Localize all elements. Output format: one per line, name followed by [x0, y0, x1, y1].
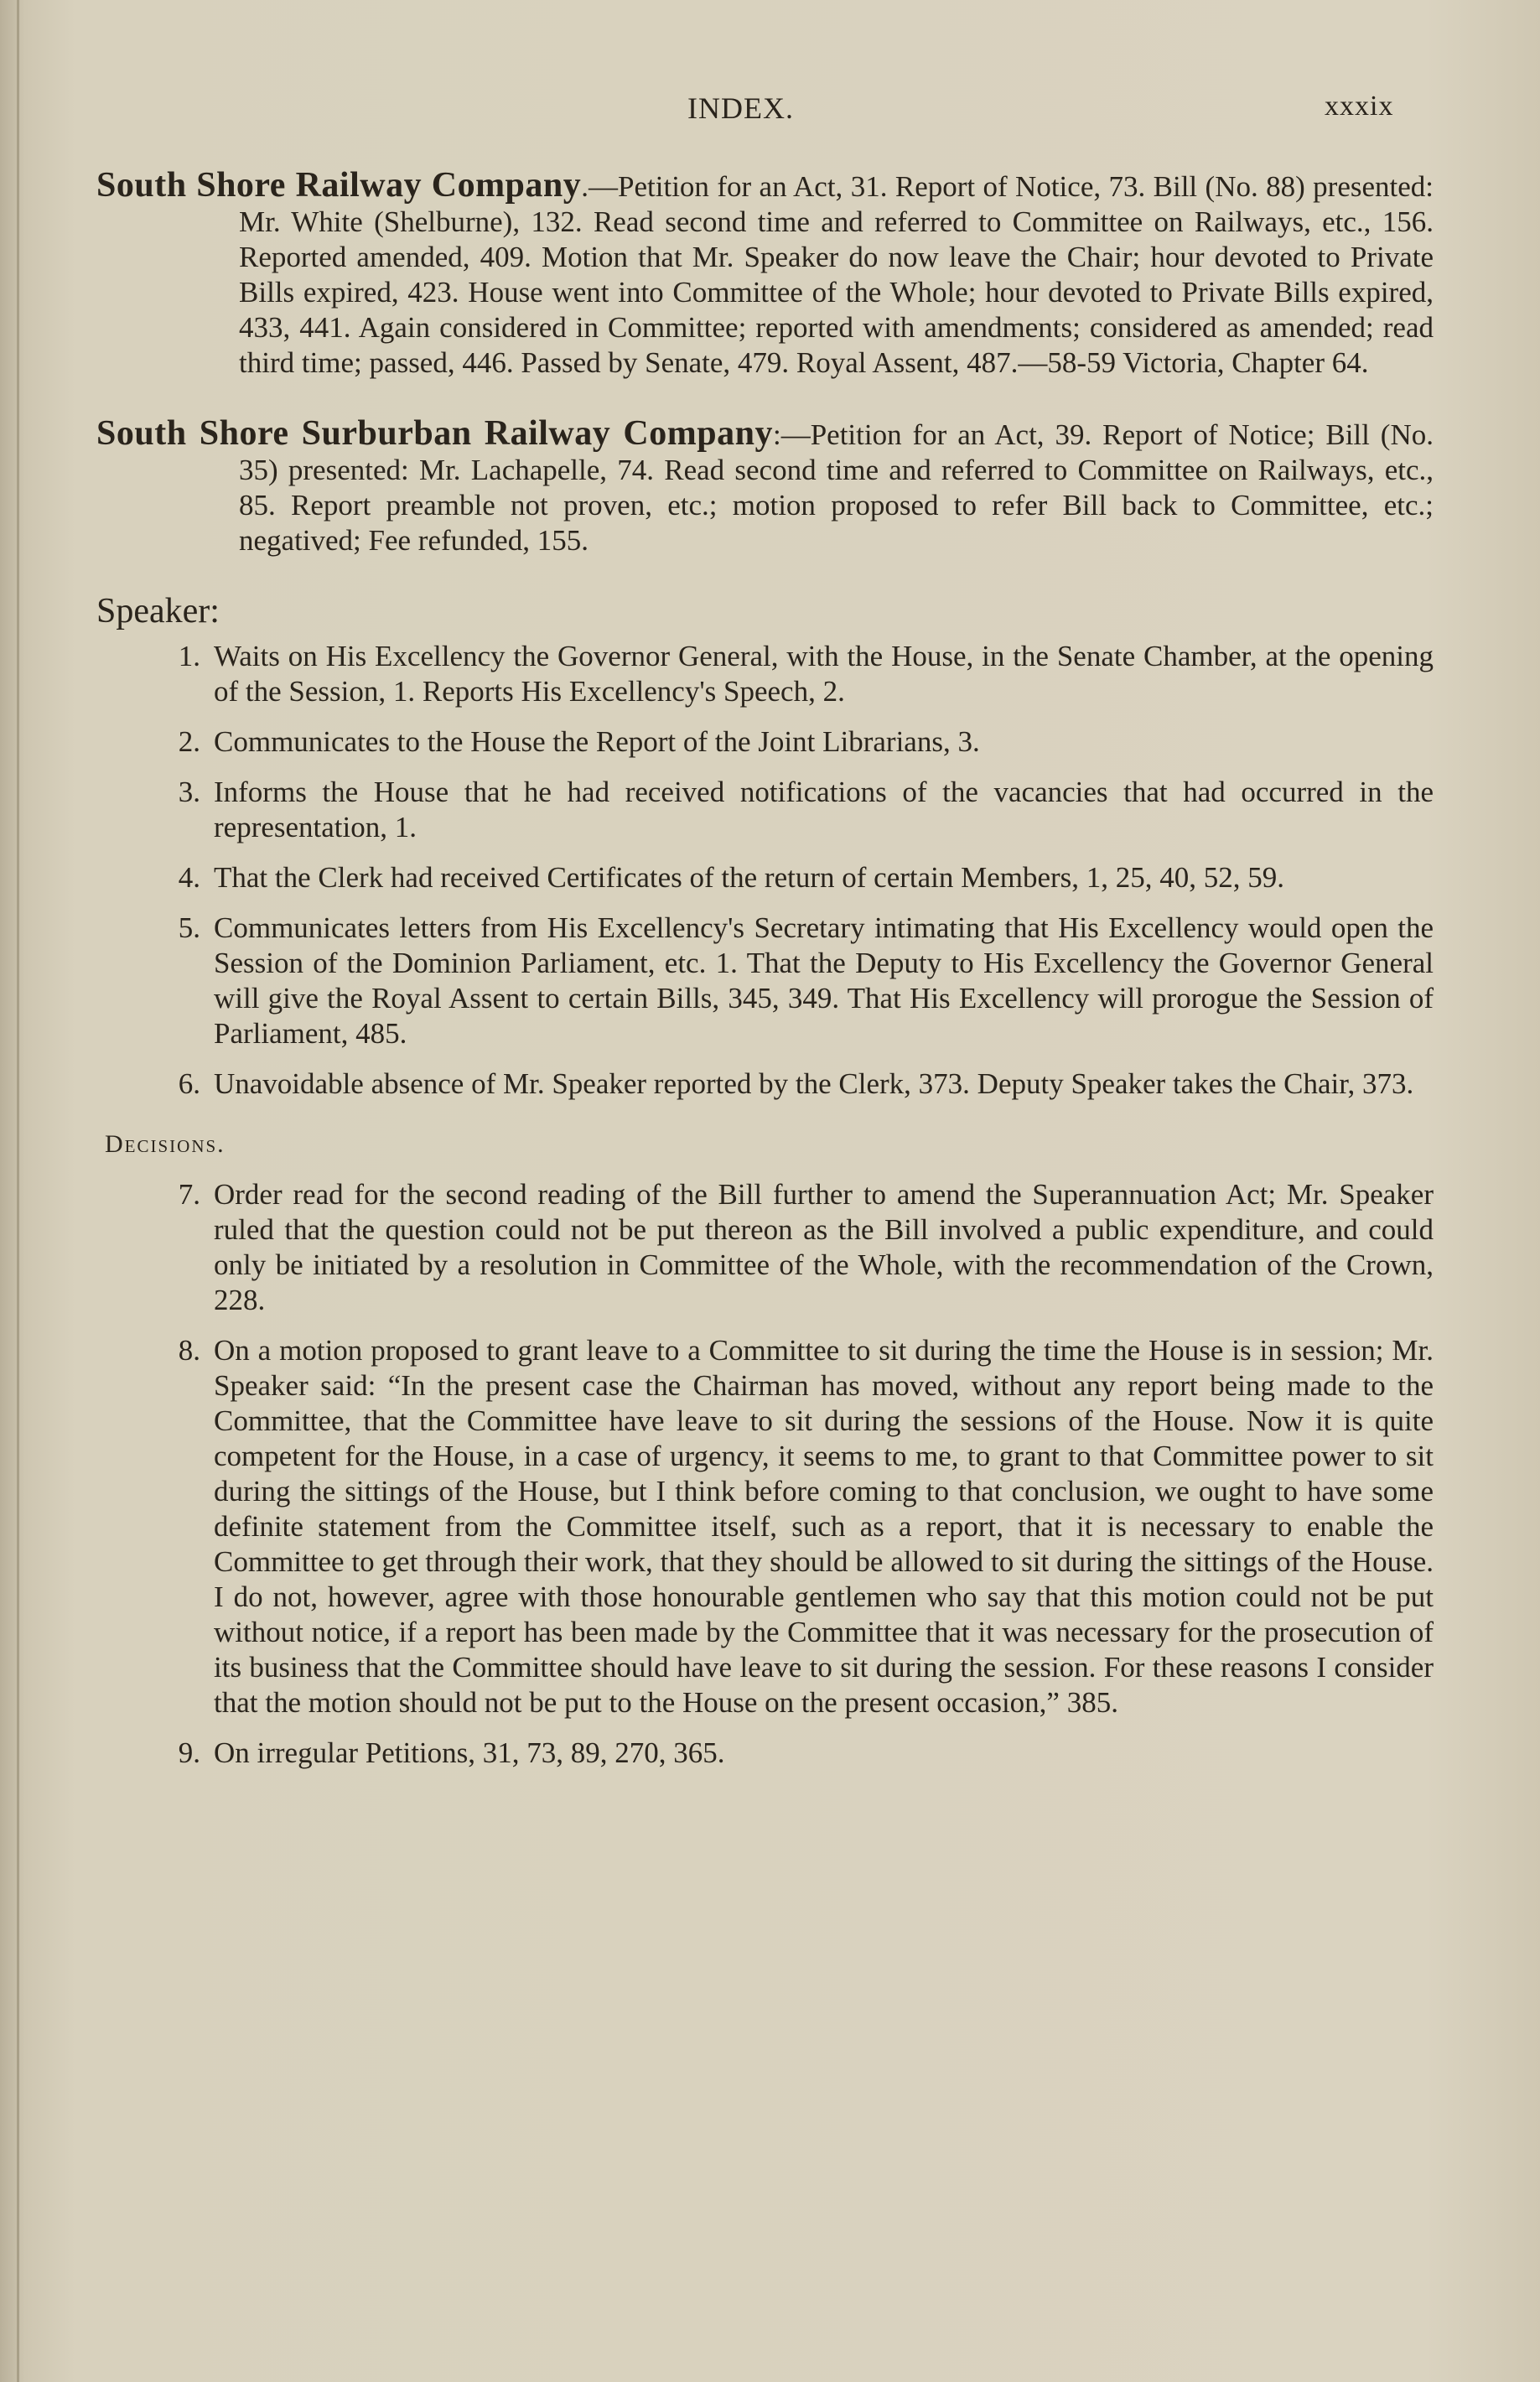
subsection-heading-decisions: Decisions. [105, 1130, 226, 1158]
index-entry [96, 168, 1434, 381]
item-number: 9. [178, 1736, 200, 1769]
item-text: On irregular Petitions, 31, 73, 89, 270, 365. [214, 1736, 725, 1769]
item-text: That the Clerk had received Certificates of the return of certain Members, 1, 25, 40, 52, 59. [214, 861, 1285, 894]
page-header [0, 91, 1540, 132]
binding-gutter [17, 0, 19, 2382]
index-body [96, 168, 1434, 1786]
item-number: 8. [178, 1334, 200, 1367]
item-number: 3. [178, 776, 200, 808]
item-number: 7. [178, 1178, 200, 1211]
page-number: xxxix [1325, 91, 1394, 122]
item-text: Communicates letters from His Excellency's Secretary intimating that His Excellency would open the Session of the Dominion Parliament, etc. 1. That the Deputy to His Excellency the Governor General will give the Royal Assent to certain Bills, 345, 349. That His Excellency will prorogue the Session of Parliament, 485. [214, 911, 1434, 1050]
item-text: Informs the House that he had received notifications of the vacancies that had occurred in the representation, 1. [214, 776, 1434, 843]
item-text: Unavoidable absence of Mr. Speaker reported by the Clerk, 373. Deputy Speaker takes the Chair, 373. [214, 1067, 1414, 1100]
item-number: 2. [178, 725, 200, 758]
item-text: Order read for the second reading of the Bill further to amend the Superannuation Act; Mr. Speaker ruled that the question could not be put thereon as the Bill involved a public expenditure, and could only be initiated by a resolution in Committee of the Whole, with the recommendation of the Crown, 228. [214, 1178, 1434, 1316]
list-item [96, 724, 1434, 760]
entry-text: .—Petition for an Act, 31. Report of Notice, 73. Bill (No. 88) presented: Mr. White (Shelburne), 132. Read second time and referred to Committee on Railways, etc., 156. Reported amended, 409. Motion that Mr. Speaker do now leave the Chair; hour devoted to Private Bills expired, 423. House went into Committee of the Whole; hour devoted to Private Bills expired, 433, 441. Again considered in Committee; reported with amendments; considered as amended; read third time; passed, 446. Passed by Senate, 479. Royal Assent, 487.—58-59 Victoria, Chapter 64. [239, 170, 1434, 379]
item-number: 1. [178, 640, 200, 672]
item-number: 6. [178, 1067, 200, 1100]
list-item [96, 1736, 1434, 1771]
entry-text: :—Petition for an Act, 39. Report of Notice; Bill (No. 35) presented: Mr. Lachapelle, 74. Read second time and referred to Committee on Railways, etc., 85. Report preamble not proven, etc.; motion proposed to refer Bill back to Committee, etc.; negatived; Fee refunded, 155. [239, 418, 1434, 557]
list-item [96, 1066, 1434, 1102]
list-item [96, 775, 1434, 845]
entry-heading: South Shore Surburban Railway Company [96, 414, 773, 453]
list-item [96, 860, 1434, 895]
running-title: INDEX. [687, 91, 794, 125]
item-text: On a motion proposed to grant leave to a Committee to sit during the time the House is in session; Mr. Speaker said: “In the present case the Chairman has moved, without any report being made to the Committee, that the Committee have leave to sit during the sessions of the House. Now it is quite competent for the House, in a case of urgency, it seems to me, to grant to that Committee power to sit during the sittings of the House, but I think before coming to that conclusion, we ought to have some definite statement from the Committee itself, such as a report, that it is necessary to enable the Committee to get through their work, that they should be allowed to sit during the sittings of the House. I do not, however, agree with those honourable gentlemen who say that this motion could not be put without notice, if a report has been made by the Committee that it was necessary for the prosecution of its business that the Committee should have leave to sit during the session. For these reasons I consider that the motion should not be put to the House on the present occasion,” 385. [214, 1334, 1434, 1719]
item-text: Waits on His Excellency the Governor General, with the House, in the Senate Chamber, at the opening of the Session, 1. Reports His Excellency's Speech, 2. [214, 640, 1434, 708]
entry-heading: South Shore Railway Company [96, 166, 582, 205]
item-text: Communicates to the House the Report of the Joint Librarians, 3. [214, 725, 980, 758]
item-number: 5. [178, 911, 200, 944]
index-entry [96, 416, 1434, 558]
list-item [96, 639, 1434, 709]
list-item [96, 911, 1434, 1051]
list-item [96, 1333, 1434, 1720]
list-item [96, 1177, 1434, 1318]
section-heading-speaker: Speaker: [96, 592, 220, 631]
item-number: 4. [178, 861, 200, 894]
